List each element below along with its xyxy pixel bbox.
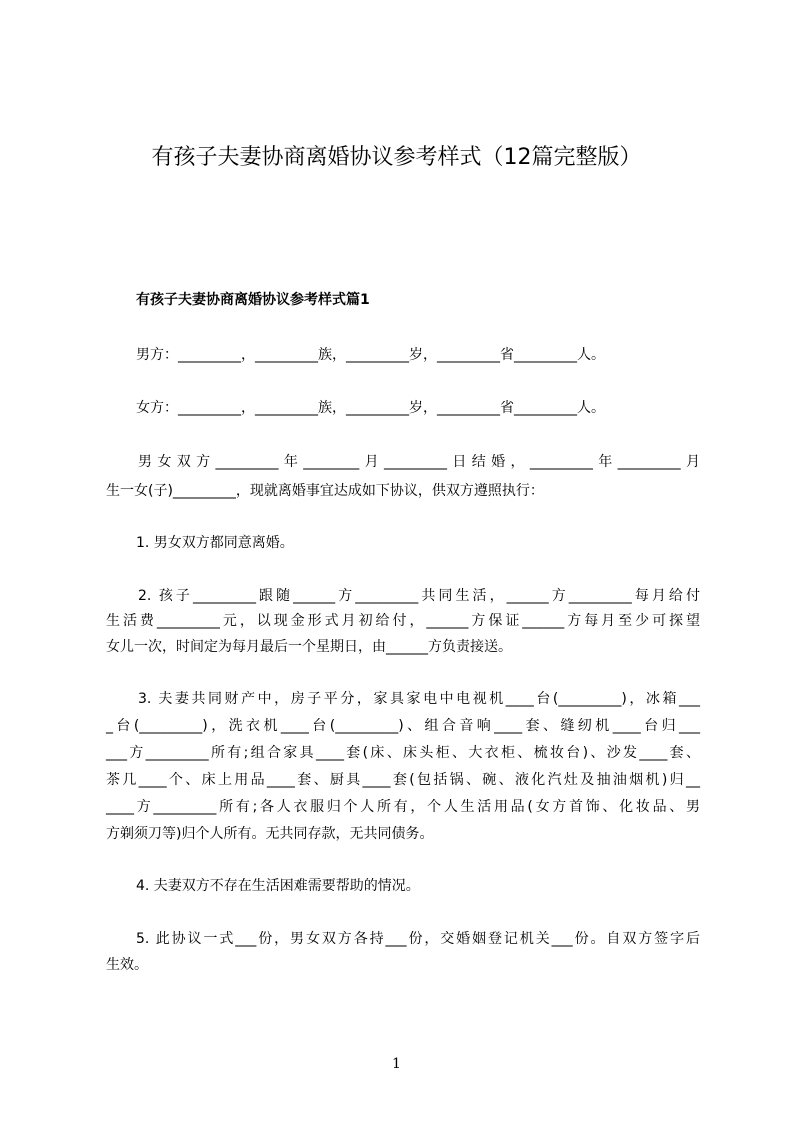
clause-2-line-3: 女儿一次，时间定为每月最后一个星期日，由______方负责接送。 [106, 639, 512, 655]
clause-3-line-3: ___方_________所有;组合家具____套(床、床头柜、大衣柜、梳妆台)、沙发____套、 [106, 745, 700, 761]
clause-3-line-1: 3. 夫妻共同财产中，房子平分，家具家电中电视机____台(_________)，冰箱___ [138, 691, 700, 707]
clause-3-line-5: ____方_________所有;各人衣服归个人所有，个人生活用品(女方首饰、化妆品、男 [106, 799, 700, 815]
clause-3-line-6: 方剃须刀等)归个人所有。无共同存款，无共同债务。 [106, 826, 434, 842]
female-party-line: 女方：_________，_________族，_________岁，_________省_________人。 [136, 400, 605, 416]
clause-3-line-4: 茶几____个、床上用品____套、厨具____套(包括锅、碗、液化汽灶及抽油烟机)归__ [106, 772, 700, 788]
clause-5-line-1: 5. 此协议一式___份，男女双方各持___份，交婚姻登记机关___份。自双方签字后 [136, 931, 700, 947]
clause-2-line-2: 生活费_________元，以现金形式月初给付，______方保证______方每月至少可探望 [106, 613, 700, 629]
clause-3-line-2: _台(_________)，洗衣机____台(_________)、组合音响____套、缝纫机____台归___ [106, 718, 700, 734]
section-heading: 有孩子夫妻协商离婚协议参考样式篇1 [136, 292, 370, 308]
clause-1: 1. 男女双方都同意离婚。 [136, 535, 294, 551]
page-number: 1 [392, 1056, 401, 1072]
marriage-paragraph-line-1: 男女双方_________年________月_________日结婚，_________年_________月 [138, 454, 700, 470]
clause-2-line-1: 2. 孩子_________跟随______方_________共同生活，______方_________每月给付 [138, 588, 700, 604]
clause-5-line-2: 生效。 [106, 957, 148, 973]
document-title: 有孩子夫妻协商离婚协议参考样式（12篇完整版） [151, 145, 642, 170]
marriage-paragraph-line-2: 生一女(子)_________，现就离婚事宜达成如下协议，供双方遵照执行： [106, 483, 544, 499]
male-party-line: 男方：_________，_________族，_________岁，_________省_________人。 [136, 347, 605, 363]
clause-4: 4. 夫妻双方不存在生活困难需要帮助的情况。 [136, 878, 420, 894]
